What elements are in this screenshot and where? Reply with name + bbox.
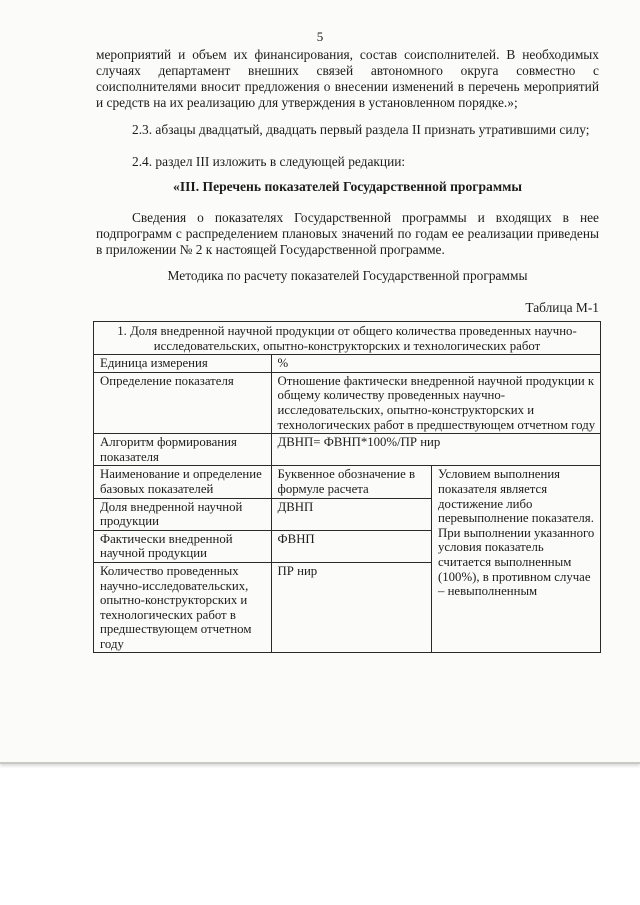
table-row (94, 372, 601, 433)
table-title-row (94, 322, 601, 355)
base-indicator-symbol: ПР нир (271, 562, 431, 653)
table-row (94, 434, 601, 466)
page-number: 5 (316, 29, 324, 44)
unit-value: % (271, 355, 600, 373)
base-indicator-symbol: ДВНП (271, 498, 431, 530)
paragraph-item-2-4: 2.4. раздел III изложить в следующей редакции: (132, 154, 406, 169)
table-title: 1. Доля внедренной научной продукции от общего количества проведенных научно-исследовательских, опытно-конструкторских и технологических работ (94, 322, 601, 355)
algorithm-value: ДВНП= ФВНП*100%/ПР нир (271, 434, 600, 466)
base-indicator-symbol: ФВНП (271, 530, 431, 562)
table-row (94, 355, 601, 373)
paragraph-item-2-3: 2.3. абзацы двадцатый, двадцать первый раздела II признать утратившими силу; (132, 122, 590, 137)
paragraph-continuation: мероприятий и объем их финансирования, состав соисполнителей. В необходимых случаях департамент внешних связей автономного округа совместно с соисполнителями вносит предложения о внесении изменений в перечень мероприятий и средств на их реализацию для утверждения в установленном порядке.»; (96, 47, 599, 110)
base-header-name: Наименование и определение базовых показателей (94, 466, 272, 498)
table-label: Таблица М-1 (525, 300, 599, 315)
base-indicator-name: Количество проведенных научно-исследовательских, опытно-конструкторских и технологических работ в предшествующем отчетном году (94, 562, 272, 653)
algorithm-label: Алгоритм формирования показателя (94, 434, 272, 466)
unit-label: Единица измерения (94, 355, 272, 373)
indicator-table (93, 321, 601, 653)
definition-label: Определение показателя (94, 372, 272, 433)
paragraph-indicators-info: Сведения о показателях Государственной программы и входящих в нее подпрограмм с распределением плановых значений по годам ее реализации приведены в приложении № 2 к настоящей Государственной программе. (96, 210, 599, 257)
definition-value: Отношение фактически внедренной научной продукции к общему количеству проведенных научно-исследовательских, опытно-конструкторских и технологических работ в предшествующем отчетном году (271, 372, 600, 433)
table-row (94, 466, 601, 498)
base-header-symbol: Буквенное обозначение в формуле расчета (271, 466, 431, 498)
base-indicator-name: Фактически внедренной научной продукции (94, 530, 272, 562)
base-indicator-name: Доля внедренной научной продукции (94, 498, 272, 530)
completion-note: Условием выполнения показателя является достижение либо перевыполнение показателя. При выполнении указанного условия показатель считается выполненным (100%), в противном случае – невыполненным (431, 466, 600, 653)
methodology-heading: Методика по расчету показателей Государственной программы (167, 268, 528, 283)
section-heading: «III. Перечень показателей Государственной программы (173, 179, 522, 194)
